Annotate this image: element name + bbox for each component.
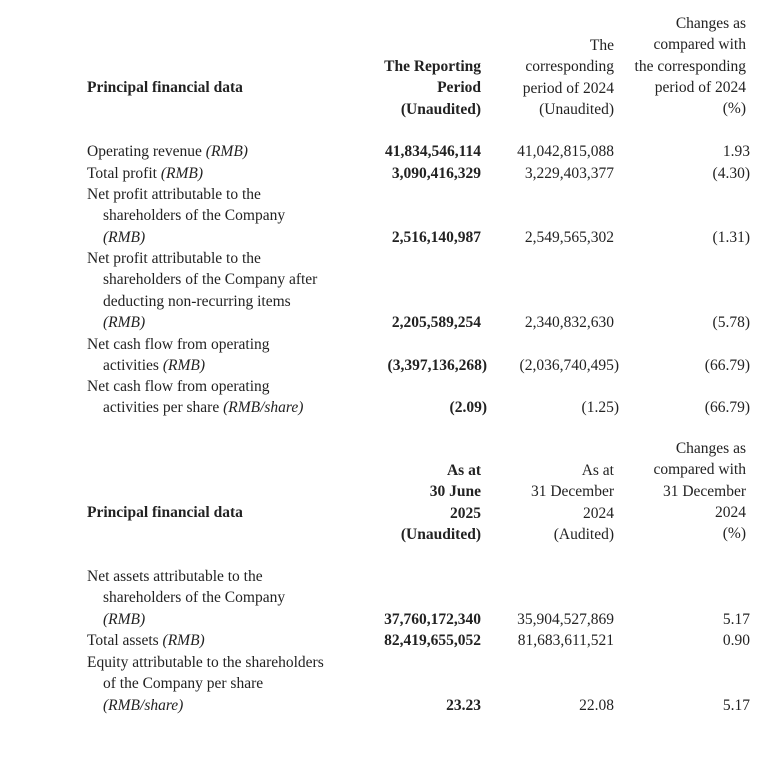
reporting-period-value: 41,834,546,114 <box>384 143 481 160</box>
reporting-period-value: 2,205,589,254 <box>391 313 481 331</box>
row-label: Operating revenue (RMB) <box>87 143 248 160</box>
change-percent-value: (66.79) <box>704 357 750 375</box>
row-label: Net cash flow from operating activities per share (RMB/share) <box>87 378 304 417</box>
table1-col2-header: The corresponding period of 2024 (Unaudited) <box>522 37 614 118</box>
corresponding-period-value: (2,036,740,495) <box>519 357 619 375</box>
corresponding-period-value: 41,042,815,088 <box>517 143 614 160</box>
reporting-period-value: 3,090,416,329 <box>391 165 481 182</box>
table1-col1-header: The Reporting Period (Unaudited) <box>384 58 481 118</box>
change-percent-value: (1.31) <box>712 228 750 246</box>
corresponding-period-value: 2,340,832,630 <box>524 313 614 331</box>
change-percent-value: (4.30) <box>712 165 750 182</box>
row-label: Net profit attributable to the shareholders of the Company (RMB) <box>87 186 286 246</box>
row-label: Net cash flow from operating activities (RMB) <box>87 336 270 375</box>
row-label: Total profit (RMB) <box>87 165 203 182</box>
change-percent-value: (66.79) <box>704 399 750 417</box>
as-at-31-december-value: 22.08 <box>579 696 614 714</box>
change-percent-value: 5.17 <box>722 696 750 714</box>
table2-col3-header: Changes as compared with 31 December 2024 (%) <box>653 440 746 543</box>
reporting-period-value: (2.09) <box>449 399 487 417</box>
change-percent-value: (5.78) <box>712 313 750 331</box>
corresponding-period-value: 3,229,403,377 <box>524 165 614 182</box>
table2-label-header: Principal financial data <box>87 504 243 521</box>
as-at-31-december-value: 81,683,611,521 <box>517 632 614 649</box>
table1-label-header: Principal financial data <box>87 79 243 96</box>
change-percent-value: 5.17 <box>722 610 750 628</box>
table2-col2-header: As at 31 December 2024 (Audited) <box>530 462 614 543</box>
reporting-period-value: 2,516,140,987 <box>391 228 481 246</box>
reporting-period-value: (3,397,136,268) <box>387 357 487 375</box>
as-at-30-june-value: 37,760,172,340 <box>384 610 481 628</box>
corresponding-period-value: 2,549,565,302 <box>524 228 614 246</box>
as-at-31-december-value: 35,904,527,869 <box>517 610 614 628</box>
row-label: Net profit attributable to the shareholders of the Company after deducting non-recurring items (RMB) <box>87 250 318 331</box>
table1-col3-header: Changes as compared with the corresponding period of 2024 (%) <box>634 15 746 118</box>
change-percent-value: 0.90 <box>722 632 750 649</box>
as-at-30-june-value: 23.23 <box>446 696 481 714</box>
row-label: Net assets attributable to the shareholders of the Company (RMB) <box>87 568 286 628</box>
change-percent-value: 1.93 <box>722 143 750 160</box>
row-label: Equity attributable to the shareholders of the Company per share (RMB/share) <box>87 654 324 714</box>
corresponding-period-value: (1.25) <box>581 399 619 417</box>
table2-col1-header: As at 30 June 2025 (Unaudited) <box>400 462 481 543</box>
as-at-30-june-value: 82,419,655,052 <box>384 632 481 649</box>
row-label: Total assets (RMB) <box>87 632 205 649</box>
